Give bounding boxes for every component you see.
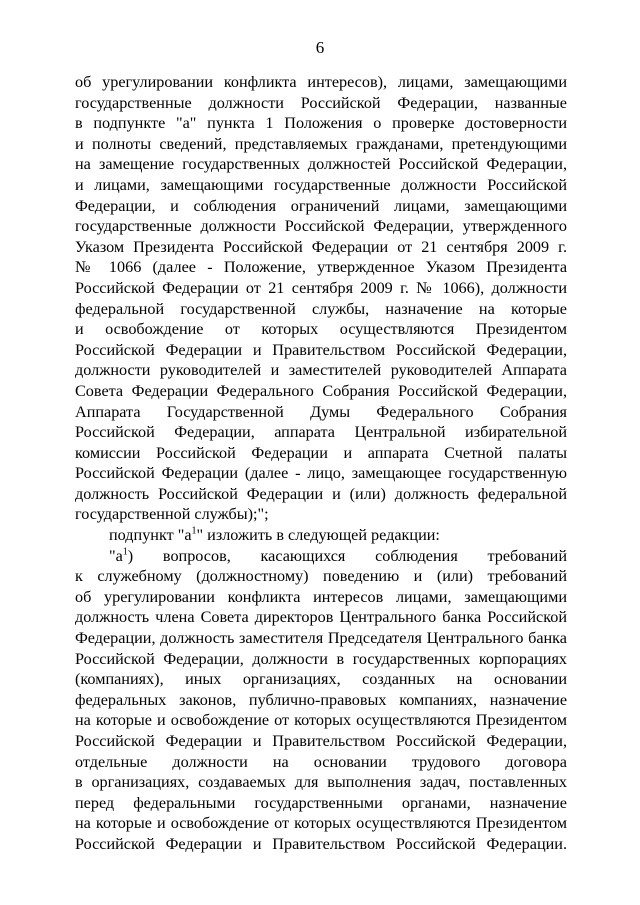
text-line: Федерации, должность заместителя Председателя Центрального банка: [75, 629, 567, 648]
document-body: [75, 72, 567, 855]
text-line: Федерации, и соблюдения ограничений лицами, замещающими: [75, 196, 567, 215]
text-line: на замещение государственных должностей Российской Федерации,: [75, 155, 567, 174]
instruction-text-after: " изложить в следующей редакции:: [196, 526, 440, 545]
page-number: 6: [315, 38, 325, 57]
text-line: Российской Федерации и Правительством Российской Федерации,: [75, 732, 567, 750]
instruction-text-before: подпункт "а: [109, 526, 192, 545]
text-line: на которые и освобождение от которых осуществляются Президентом: [75, 814, 567, 833]
text-line: отдельные должности на основании трудового договора: [75, 752, 567, 771]
text-line: Российской Федерации и Правительством Российской Федерации.: [75, 834, 567, 853]
text-line: и полноты сведений, представляемых гражданами, претендующими: [75, 134, 567, 153]
text-line: должность члена Совета директоров Центрального банка Российской: [75, 608, 567, 627]
text-line: об урегулировании конфликта интересов), лицами, замещающими: [75, 73, 567, 91]
text-line: в организациях, создаваемых для выполнения задач, поставленных: [75, 773, 567, 792]
text-line: № 1066 (далее - Положение, утвержденное Указом Президента: [75, 258, 567, 277]
text-line: (компаниях), иных организациях, созданных на основании: [75, 670, 567, 689]
instruction-superscript: 1: [191, 525, 197, 537]
text-line: государственной службы);";: [75, 505, 269, 524]
new-text-first-line: [75, 546, 567, 567]
text-line: федеральных законов, публично-правовых компаниях, назначение: [75, 690, 567, 709]
new-text-superscript: 1: [122, 546, 128, 558]
text-line: Указом Президента Российской Федерации от 21 сентября 2009 г.: [75, 237, 567, 256]
text-line: Российской Федерации и Правительством Российской Федерации,: [75, 340, 567, 359]
new-text-before: "а: [109, 546, 123, 565]
text-line: федеральной государственной службы, назначение на которые: [75, 299, 567, 318]
text-line: Российской Федерации, должности в государственных корпорациях: [75, 649, 567, 668]
text-line: Аппарата Государственной Думы Федерального Собрания: [75, 402, 567, 421]
text-line: должность Российской Федерации и (или) должность федеральной: [75, 484, 567, 503]
text-line: Российской Федерации, аппарата Центральной избирательной: [75, 423, 567, 442]
text-line: должности руководителей и заместителей руководителей Аппарата: [75, 361, 567, 380]
text-line: комиссии Российской Федерации и аппарата Счетной палаты: [75, 443, 567, 462]
text-line: в подпункте "а" пункта 1 Положения о проверке достоверности: [75, 114, 567, 133]
new-text-after: ) вопросов, касающихся соблюдения требований: [127, 546, 567, 565]
text-line: Российской Федерации (далее - лицо, замещающее государственную: [75, 464, 567, 483]
text-line: Российской Федерации от 21 сентября 2009 г. № 1066), должности: [75, 278, 567, 297]
text-line: и освобождение от которых осуществляются Президентом: [75, 320, 567, 339]
instruction-line: [75, 525, 567, 546]
text-line: Совета Федерации Федерального Собрания Российской Федерации,: [75, 381, 567, 400]
text-line: к служебному (должностному) поведению и (или) требований: [75, 567, 567, 586]
text-line: об урегулировании конфликта интересов лицами, замещающими: [75, 587, 567, 606]
text-line: перед федеральными государственными органами, назначение: [75, 793, 567, 812]
text-line: государственные должности Российской Федерации, названные: [75, 93, 567, 112]
text-line: и лицами, замещающими государственные должности Российской: [75, 175, 567, 194]
text-line: на которые и освобождение от которых осуществляются Президентом: [75, 711, 567, 730]
text-line: государственные должности Российской Федерации, утвержденного: [75, 217, 567, 236]
